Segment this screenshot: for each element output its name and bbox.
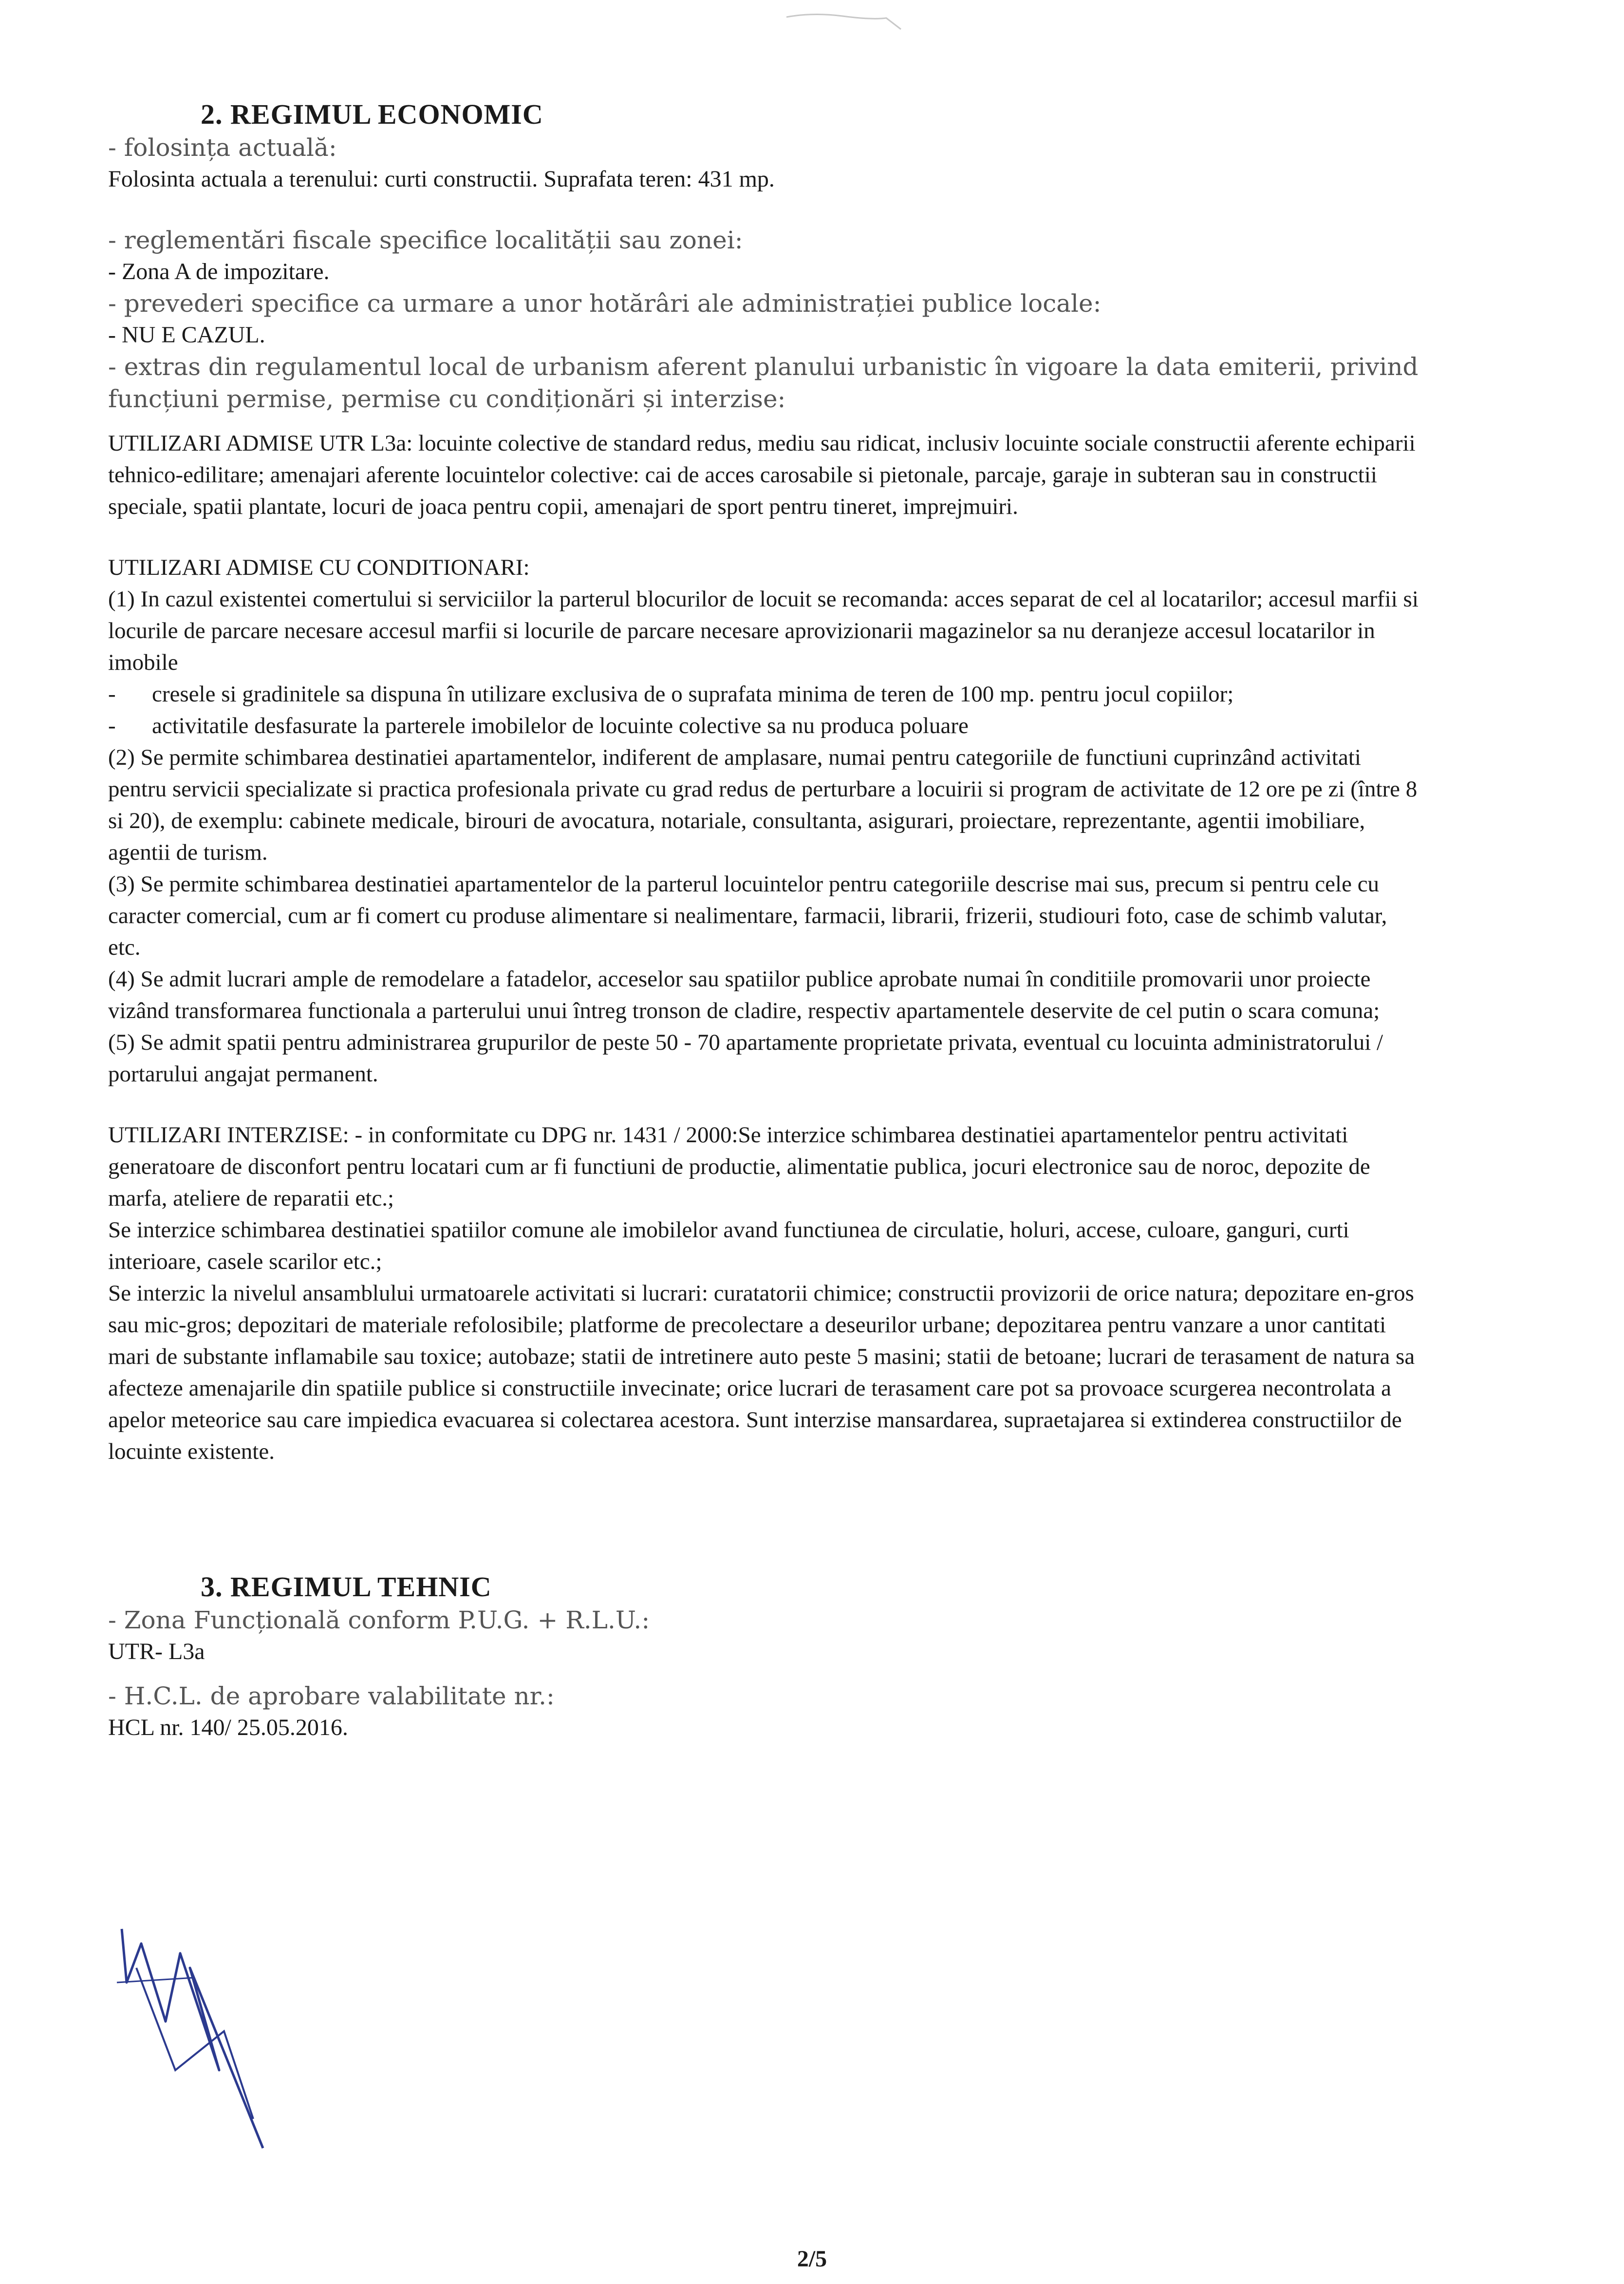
forbidden-uses-2: Se interzice schimbarea destinatiei spatiilor comune ale imobilelor avand functiunea de circulatie, holuri, accese, culoare, ganguri, curti interioare, casele scarilor etc.;: [108, 1217, 1349, 1274]
condition-dash-1: [108, 679, 1423, 710]
local-decisions-label: - prevederi specifice ca urmare a unor hotărâri ale administrației publice locale:: [108, 289, 1101, 318]
forbidden-uses-3: Se interzic la nivelul ansamblului urmatoarele activitati si lucrari: curatatorii chimice; constructii provizorii de orice natura; depozitare en-gros sau mic-gros; depozitari de materiale refolosibile; platforme de precolectare a deseurilor urbane; depozitarea pentru vanzare a unor cantitati mari de substante inflamabile sau toxice; autobaze; statii de intretinere auto peste 5 masini; statii de betoane; lucrari de terasament de natura sa afecteze amenajarile din spatiile publice si constructiile invecinate; orice lucrari de terasament care pot sa provoace scurgerea necontrolata a apelor meteorice sau care impiedica evacuarea si colectarea acestora. Sunt interzise mansardarea, supraetajarea si extinderea constructiilor de locuinte existente.: [108, 1281, 1415, 1464]
page-number: 2/5: [797, 2246, 827, 2272]
zone-label: - Zona Funcțională conform P.U.G. + R.L.U.:: [108, 1606, 650, 1634]
condition-5: (5) Se admit spatii pentru administrarea grupurilor de peste 50 - 70 apartamente proprietate privata, eventual cu locuinta administratorului / portarului angajat permanent.: [108, 1030, 1383, 1087]
conditional-uses-title: UTILIZARI ADMISE CU CONDITIONARI:: [108, 555, 530, 580]
hcl-value: HCL nr. 140/ 25.05.2016.: [108, 1715, 348, 1740]
fiscal-label: - reglementări fiscale specifice localității sau zonei:: [108, 226, 743, 254]
condition-2: (2) Se permite schimbarea destinatiei apartamentelor, indiferent de amplasare, numai pentru categoriile de functiuni cuprinzând activitati pentru servicii specializate si practica profesionala private cu grad redus de perturbare a locuirii si program de activitate de 12 ore pe zi (între 8 si 20), de exemplu: cabinete medicale, birouri de avocatura, notariale, consultanta, asigurari, proiectare, reprezentante, agentii imobiliare, agentii de turism.: [108, 745, 1418, 865]
section-title-technical: 3. REGIMUL TEHNIC: [201, 1571, 492, 1603]
condition-dash-2-text: activitatile desfasurate la parterele imobilelor de locuinte colective sa nu produca poluare: [152, 713, 969, 738]
dash-mark: -: [108, 713, 116, 738]
handwritten-signature: [107, 1924, 282, 2153]
scan-artifact: [784, 7, 911, 37]
local-decisions-value: - NU E CAZUL.: [108, 322, 265, 348]
section-title-economic: 2. REGIMUL ECONOMIC: [201, 98, 543, 130]
condition-1: (1) In cazul existentei comertului si serviciilor la parterul blocurilor de locuit se recomanda: acces separat de cel al locatarilor; accesul marfii si locurile de parcare necesare accesul marfii si locurile de parcare necesare aprovizionarii magazinelor sa nu deranjeze accesul locatarilor in imobile: [108, 586, 1419, 675]
condition-3: (3) Se permite schimbarea destinatiei apartamentelor de la parterul locuintelor pentru categoriile descrise mai sus, precum si pentru cele cu caracter comercial, cum ar fi comert cu produse alimentare si nealimentare, farmacii, librarii, frizerii, studiouri foto, case de schimb valutar, etc.: [108, 871, 1387, 960]
condition-dash-2: [108, 710, 1423, 742]
document-body: [108, 97, 1423, 1743]
condition-4: (4) Se admit lucrari ample de remodelare a fatadelor, acceselor sau spatiilor publice aprobate numai în conditiile promovarii unor proiecte vizând transformarea functionala a parterului unui întreg tronson de cladire, respectiv apartamentele deservite de cel putin o scara comuna;: [108, 966, 1380, 1023]
extract-label: - extras din regulamentul local de urbanism aferent planului urbanistic în vigoare la data emiterii, privind funcțiuni permise, permise cu condiționări și interzise:: [108, 353, 1419, 413]
current-use-label: - folosința actuală:: [108, 133, 337, 162]
fiscal-value: - Zona A de impozitare.: [108, 259, 330, 284]
condition-dash-1-text: cresele si gradinitele sa dispuna în utilizare exclusiva de o suprafata minima de teren de 100 mp. pentru jocul copiilor;: [152, 681, 1234, 707]
forbidden-uses-1: UTILIZARI INTERZISE: - in conformitate cu DPG nr. 1431 / 2000:Se interzice schimbarea destinatiei apartamentelor pentru activitati generatoare de disconfort pentru locatari cum ar fi functiuni de productie, alimentatie publica, jocuri electronice sau de noroc, depozite de marfa, ateliere de reparatii etc.;: [108, 1122, 1370, 1211]
hcl-label: - H.C.L. de aprobare valabilitate nr.:: [108, 1682, 555, 1710]
current-use-value: Folosinta actuala a terenului: curti constructii. Suprafata teren: 431 mp.: [108, 166, 775, 192]
zone-value: UTR- L3a: [108, 1639, 205, 1664]
dash-mark: -: [108, 681, 116, 707]
admitted-uses: UTILIZARI ADMISE UTR L3a: locuinte colective de standard redus, mediu sau ridicat, inclusiv locuinte sociale constructii aferente echiparii tehnico-edilitare; amenajari aferente locuintelor colective: cai de acces carosabile si pietonale, parcaje, garaje in subteran sau in constructii speciale, spatii plantate, locuri de joaca pentru copii, amenajari de sport pentru tineret, imprejmuiri.: [108, 431, 1416, 519]
